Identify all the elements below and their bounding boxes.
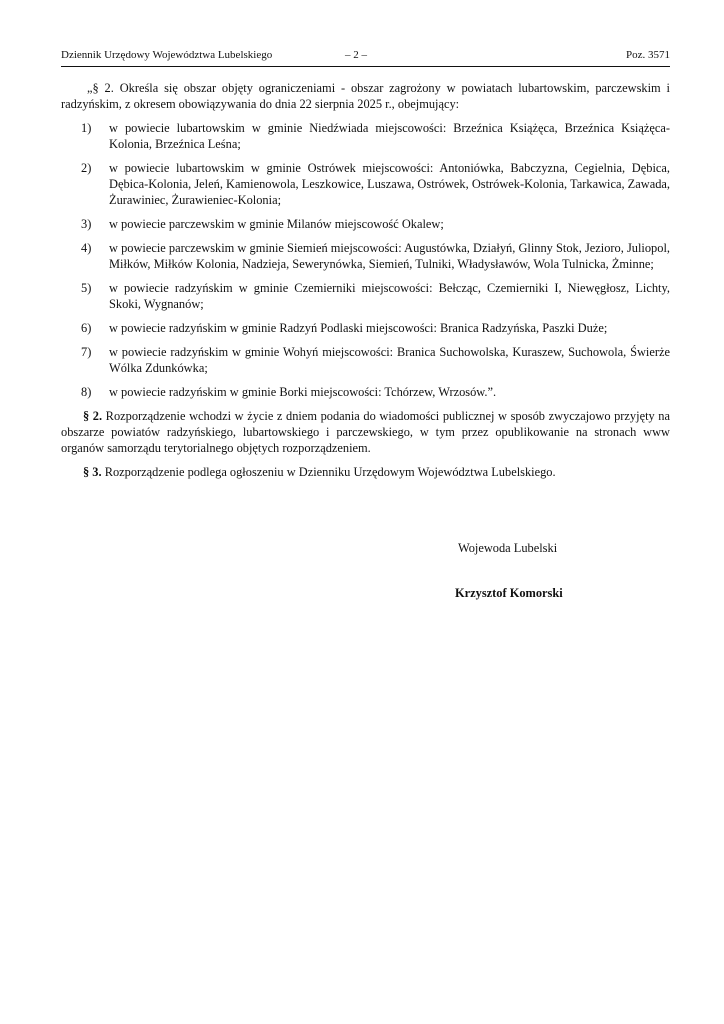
list-item bbox=[61, 160, 670, 208]
list-item bbox=[61, 120, 670, 152]
list-item-number: 3) bbox=[81, 217, 92, 231]
list-item-text: w powiecie parczewskim w gminie Siemień miejscowości: Augustówka, Działyń, Glinny Stok, Jezioro, Juliopol, Miłków, Miłków Kolonia, Nadzieja, Sewerynówka, Siemień, Tulniki, Władysławów, Wola Tulnicka, Żminne; bbox=[109, 241, 670, 271]
journal-title: Dziennik Urzędowy Województwa Lubelskiego bbox=[61, 49, 273, 61]
list-item bbox=[61, 344, 670, 376]
list-item-text: w powiecie radzyńskim w gminie Borki miejscowości: Tchórzew, Wrzosów.”. bbox=[109, 385, 497, 399]
location-list bbox=[61, 120, 670, 400]
list-item bbox=[61, 320, 670, 336]
list-item bbox=[61, 280, 670, 312]
list-item-text: w powiecie radzyńskim w gminie Czemierniki miejscowości: Bełcząc, Czemierniki I, Niewęgłosz, Lichty, Skoki, Wygnanów; bbox=[109, 281, 670, 311]
list-item bbox=[61, 384, 670, 400]
document-body bbox=[61, 80, 670, 480]
section-2-label: § 2. bbox=[83, 409, 103, 423]
list-item-number: 6) bbox=[81, 321, 92, 335]
list-item bbox=[61, 216, 670, 232]
page-number: – 2 – bbox=[345, 49, 367, 61]
list-item-number: 4) bbox=[81, 241, 92, 255]
section-2-paragraph bbox=[61, 408, 670, 456]
section-3-text: Rozporządzenie podlega ogłoszeniu w Dzienniku Urzędowym Województwa Lubelskiego. bbox=[101, 465, 556, 479]
list-item bbox=[61, 240, 670, 272]
list-item-number: 1) bbox=[81, 121, 92, 135]
list-item-text: w powiecie lubartowskim w gminie Niedźwiada miejscowości: Brzeźnica Książęca, Brzeźnica Książęca-Kolonia, Brzeźnica Leśna; bbox=[109, 121, 670, 151]
list-item-text: w powiecie parczewskim w gminie Milanów miejscowość Okalew; bbox=[109, 217, 444, 231]
intro-paragraph: „§ 2. Określa się obszar objęty ograniczeniami - obszar zagrożony w powiatach lubartowskim, parczewskim i radzyńskim, z okresem obowiązywania do dnia 22 sierpnia 2025 r., obejmujący: bbox=[61, 81, 670, 111]
list-item-number: 7) bbox=[81, 345, 92, 359]
section-3-paragraph bbox=[61, 464, 670, 480]
list-item-number: 5) bbox=[81, 281, 92, 295]
list-item-number: 8) bbox=[81, 385, 92, 399]
list-item-number: 2) bbox=[81, 161, 92, 175]
section-3-label: § 3. bbox=[83, 465, 102, 479]
signatory-office: Wojewoda Lubelski bbox=[458, 541, 558, 555]
header-divider bbox=[61, 66, 670, 67]
position-number: Poz. 3571 bbox=[626, 49, 670, 61]
list-item-text: w powiecie radzyńskim w gminie Wohyń miejscowości: Branica Suchowolska, Kuraszew, Suchowola, Świerże Wólka Zdunkówka; bbox=[109, 345, 670, 375]
list-item-text: w powiecie radzyńskim w gminie Radzyń Podlaski miejscowości: Branica Radzyńska, Paszki Duże; bbox=[109, 321, 608, 335]
list-item-text: w powiecie lubartowskim w gminie Ostrówek miejscowości: Antoniówka, Babczyzna, Cegielnia, Dębica, Dębica-Kolonia, Jeleń, Kamienowola, Leszkowice, Luszawa, Ostrówek, Ostrówek-Kolonia, Tarkawica, Zawada, Żurawiniec, Żurawieniec-Kolonia; bbox=[109, 161, 670, 207]
signatory-name: Krzysztof Komorski bbox=[455, 586, 563, 600]
section-2-text: Rozporządzenie wchodzi w życie z dniem podania do wiadomości publicznej w sposób zwyczajowo przyjęty na obszarze powiatów radzyńskiego, lubartowskiego i parczewskiego, w tym przez opublikowanie na stronach www organów samorządu terytorialnego objętych rozporządzeniem. bbox=[61, 409, 670, 455]
page-header bbox=[61, 48, 670, 62]
